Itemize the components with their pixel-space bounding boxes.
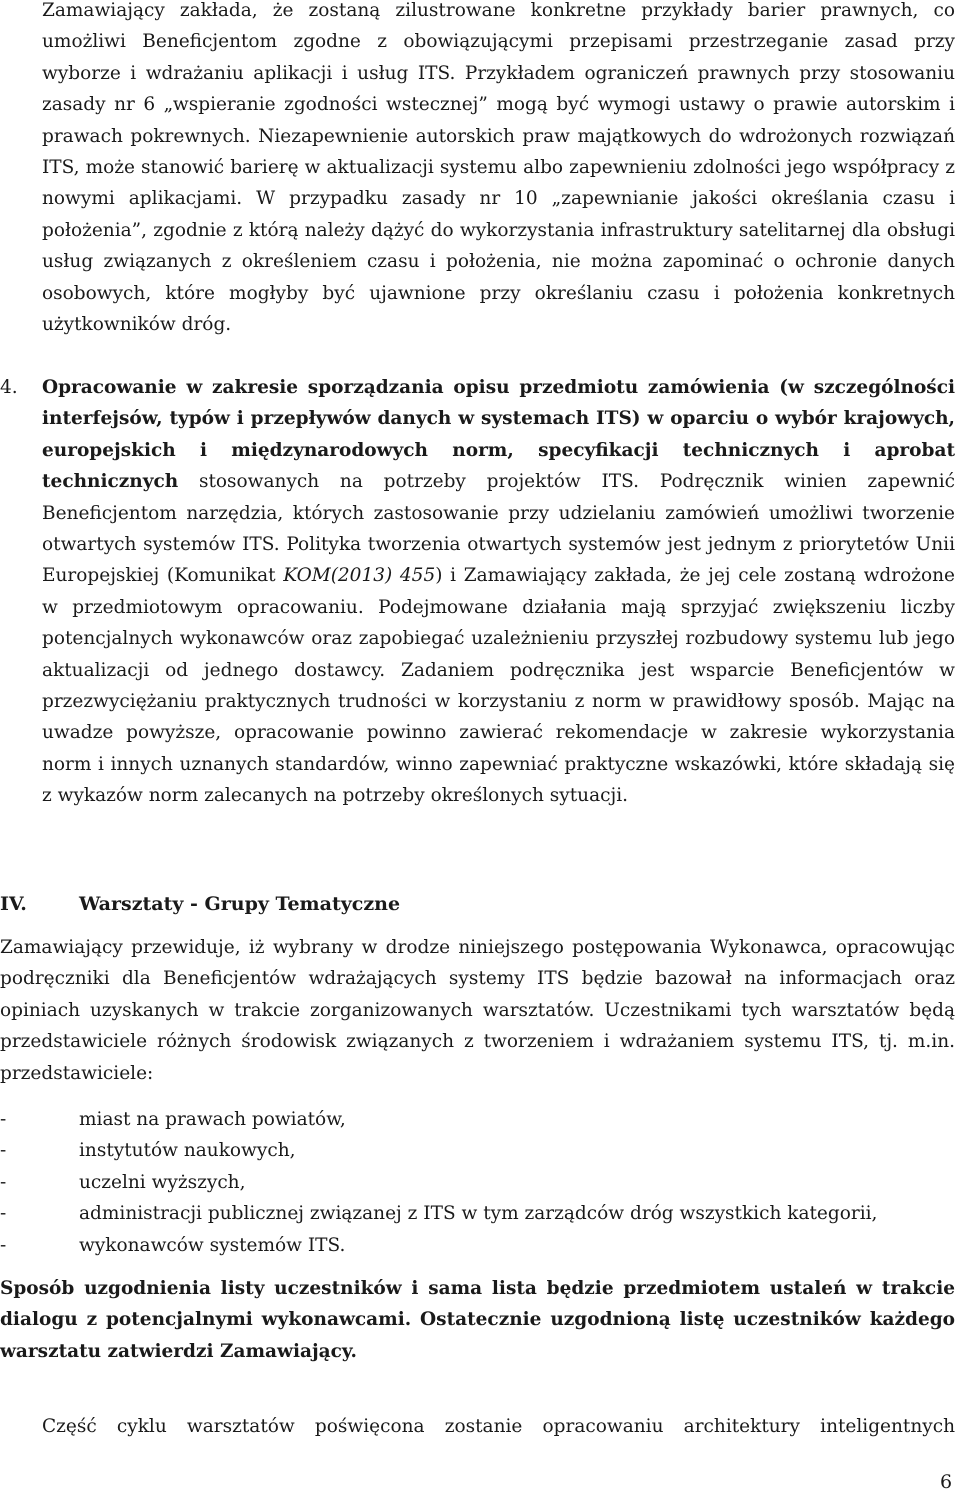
list-item-text: administracji publicznej związanej z ITS w tym zarządców dróg wszystkich kategorii, [79,1203,878,1225]
section-4-number: 4. [0,377,18,398]
list-dash: - [0,1171,7,1193]
list-item [0,1198,955,1229]
section-4 [0,372,955,812]
page-number: 6 [940,1471,953,1493]
section-IV-heading [0,889,955,920]
list-item [0,1230,955,1261]
section-IV-title: Warsztaty - Grupy Tematyczne [79,893,401,915]
section-IV-numeral: IV. [0,893,27,915]
section-4-heading: Opracowanie w zakresie sporządzania opisu przedmiotu zamówienia (w szczególności interfejsów, typów i przepływów danych w systemach ITS) w oparciu o wybór krajowych, europejskich i międzynarodowych norm, specyfikacji technicznych i aprobat technicznych [42,377,955,493]
list-item [0,1167,955,1198]
list-dash: - [0,1234,7,1256]
list-item-text: instytutów naukowych, [79,1140,296,1162]
section-4-heading-rest: stosowanych na potrzeby projektów ITS. [178,471,640,493]
list-dash: - [0,1203,7,1225]
list-item-text: uczelni wyższych, [79,1171,246,1193]
list-dash: - [0,1109,7,1130]
section-4-citation: KOM(2013) 455 [283,565,436,587]
paragraph-participants-agreement: Sposób uzgodnienia listy uczestników i sama lista będzie przedmiotem ustaleń w trakcie dialogu z potencjalnymi wykonawcami. Ostatecznie uzgodnioną listę uczestników każdego warsztatu zatwierdzi Zamawiający. [0,1278,955,1362]
list-item [0,1135,955,1166]
section-4-text-1: Podręcznik winien zapewnić Beneficjentom narzędzia, których zastosowanie przy udzielaniu zamówień umożliwi tworzenie otwartych systemów ITS. Polityka tworzenia otwartych systemów jest jednym z priorytetów Unii Europejskiej (Komunikat [42,471,955,587]
list-item [0,1104,955,1135]
list-dash: - [0,1140,7,1162]
section-4-body [42,372,955,812]
participants-list [0,1104,955,1261]
list-item-text: wykonawców systemów ITS. [79,1234,346,1256]
paragraph-architecture: Część cyklu warsztatów poświęcona zostanie opracowaniu architektury inteligentnych [42,1416,955,1437]
section-4-text-2: ) i Zamawiający zakłada, że jej cele zostaną wdrożone w przedmiotowym opracowaniu. Podejmowane działania mają sprzyjać zwiększeniu liczby potencjalnych wykonawców oraz zapobiegać uzależnieniu przyszłej rozbudowy systemu lub jego aktualizacji od jednego dostawcy. Zadaniem podręcznika jest wsparcie Beneficjentów w przezwyciężaniu praktycznych trudności w korzystaniu z norm w prawidłowy sposób. Mając na uwadze powyższe, opracowanie powinno zawierać rekomendacje w zakresie wykorzystania norm i innych uznanych standardów, winno zapewniać praktyczne wskazówki, które składają się z wykazów norm zalecanych na potrzeby określonych sytuacji. [42,565,955,807]
list-item-text: miast na prawach powiatów, [79,1109,346,1130]
paragraph-legal-barriers: Zamawiający zakłada, że zostaną zilustrowane konkretne przykłady barier prawnych, co umożliwi Beneficjentom zgodne z obowiązującymi przepisami przestrzeganie zasad przy wyborze i wdrażaniu aplikacji i usług ITS. Przykładem ograniczeń prawnych przy stosowaniu zasady nr 6 „wspieranie zgodności wstecznej” mogą być wymogi ustawy o prawie autorskim i prawach pokrewnych. Niezapewnienie autorskich praw majątkowych do wdrożonych rozwiązań ITS, może stanowić barierę w aktualizacji systemu albo zapewnieniu zdolności jego współpracy z nowymi aplikacjami. W przypadku zasady nr 10 „zapewnianie jakości określania czasu i położenia”, zgodnie z którą należy dążyć do wykorzystania infrastruktury satelitarnej dla obsługi usług związanych z określeniem czasu i położenia, nie można zapominać o ochronie danych osobowych, które mogłyby być ujawnione przy określaniu czasu i położenia konkretnych użytkowników dróg. [42,0,955,336]
paragraph-workshops-intro: Zamawiający przewiduje, iż wybrany w drodze niniejszego postępowania Wykonawca, opracowując podręczniki dla Beneficjentów wdrażających systemy ITS będzie bazował na informacjach oraz opiniach uzyskanych w trakcie zorganizowanych warsztatów. Uczestnikami tych warsztatów będą przedstawiciele różnych środowisk związanych z tworzeniem i wdrażaniem systemu ITS, tj. m.in. przedstawiciele: [0,937,955,1084]
